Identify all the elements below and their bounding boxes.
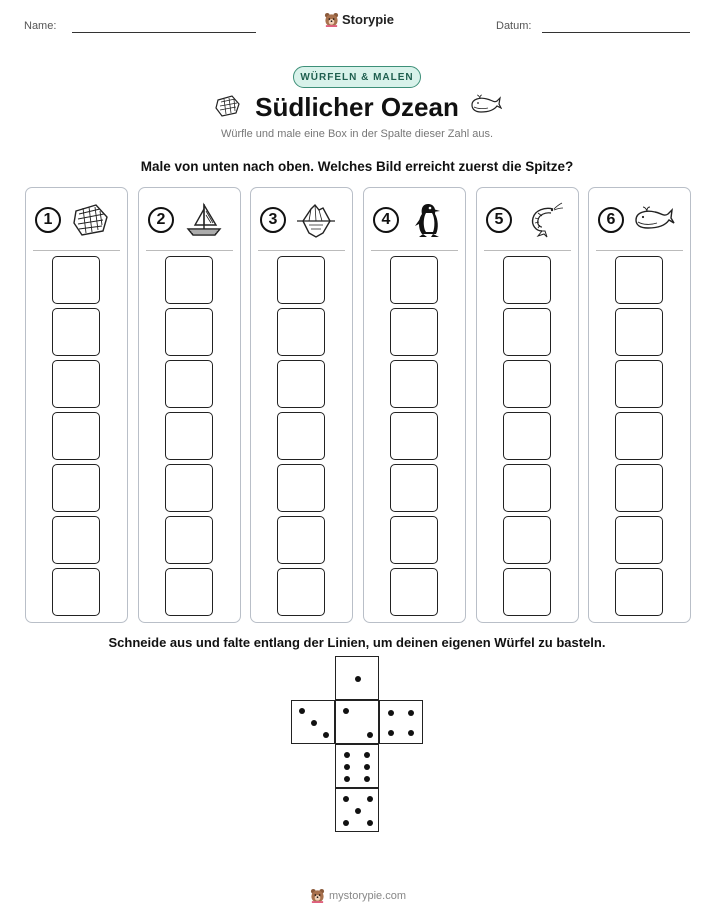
coloring-box[interactable] [390,516,438,564]
name-line[interactable] [72,32,256,33]
dice-pip [408,710,414,716]
coloring-box[interactable] [390,360,438,408]
coloring-box[interactable] [165,256,213,304]
coloring-box[interactable] [390,256,438,304]
coloring-box[interactable] [615,256,663,304]
name-label: Name: [24,20,57,32]
cut-instruction: Schneide aus und falte entlang der Linien, um deinen eigenen Würfel zu basteln. [108,635,606,650]
column-3 [250,187,353,623]
dice-face-4 [379,700,423,744]
dice-face-6 [335,744,379,788]
column-separator [596,250,683,251]
bear-logo-icon [324,12,339,27]
dice-pip [367,820,373,826]
coloring-box[interactable] [277,464,325,512]
dice-pip [364,776,370,782]
column-number: 5 [486,207,512,233]
ice-floe-icon [70,201,112,239]
iceberg-icon [295,201,337,239]
dice-pip [343,820,349,826]
coloring-box[interactable] [52,256,100,304]
column-separator [371,250,458,251]
activity-badge: WÜRFELN & MALEN [293,66,421,88]
coloring-box[interactable] [615,360,663,408]
coloring-box[interactable] [165,464,213,512]
coloring-box[interactable] [165,412,213,460]
coloring-box[interactable] [503,256,551,304]
penguin-icon [408,201,450,239]
dice-pip [311,720,317,726]
dice-face-3 [291,700,335,744]
coloring-box[interactable] [52,516,100,564]
page-title: Südlicher Ozean [255,92,459,122]
coloring-box[interactable] [277,516,325,564]
coloring-box[interactable] [503,464,551,512]
dice-pip [364,752,370,758]
shrimp-icon [521,201,563,239]
dice-pip [344,752,350,758]
dice-pip [323,732,329,738]
whale-icon [470,94,502,116]
coloring-box[interactable] [503,516,551,564]
coloring-box[interactable] [615,568,663,616]
column-6 [588,187,691,623]
date-line[interactable] [542,32,690,33]
dice-face-2 [335,700,379,744]
dice-pip [367,796,373,802]
dice-pip [344,776,350,782]
coloring-box[interactable] [52,360,100,408]
column-number: 3 [260,207,286,233]
bear-logo-icon [310,888,325,903]
coloring-box[interactable] [615,308,663,356]
coloring-box[interactable] [503,360,551,408]
column-5 [476,187,579,623]
dice-pip [367,732,373,738]
column-4 [363,187,466,623]
coloring-box[interactable] [52,464,100,512]
coloring-box[interactable] [277,568,325,616]
subtitle: Würfle und male eine Box in der Spalte dieser Zahl aus. [220,128,494,140]
coloring-box[interactable] [503,568,551,616]
coloring-box[interactable] [390,568,438,616]
dice-pip [355,676,361,682]
dice-pip [343,708,349,714]
footer [310,888,406,903]
column-separator [33,250,120,251]
dice-pip [388,730,394,736]
sailboat-icon [183,201,225,239]
coloring-box[interactable] [277,412,325,460]
column-number: 2 [148,207,174,233]
coloring-box[interactable] [277,256,325,304]
dice-pip [355,808,361,814]
coloring-box[interactable] [503,412,551,460]
column-number: 1 [35,207,61,233]
coloring-box[interactable] [390,308,438,356]
dice-face-1 [335,656,379,700]
coloring-box[interactable] [615,464,663,512]
column-number: 4 [373,207,399,233]
coloring-box[interactable] [390,464,438,512]
dice-pip [344,764,350,770]
column-2 [138,187,241,623]
footer-url[interactable]: mystorypie.com [329,889,407,902]
coloring-box[interactable] [277,360,325,408]
coloring-box[interactable] [52,568,100,616]
coloring-box[interactable] [277,308,325,356]
coloring-box[interactable] [390,412,438,460]
column-separator [258,250,345,251]
column-1 [25,187,128,623]
coloring-box[interactable] [615,516,663,564]
column-separator [146,250,233,251]
coloring-box[interactable] [615,412,663,460]
whale-icon [633,201,675,239]
date-label: Datum: [496,20,532,32]
column-number: 6 [598,207,624,233]
dice-pip [408,730,414,736]
dice-pip [299,708,305,714]
instruction-text: Male von unten nach oben. Welches Bild erreicht zuerst die Spitze? [140,159,574,174]
brand-name: Storypie [342,12,395,27]
coloring-box[interactable] [165,568,213,616]
dice-pip [343,796,349,802]
coloring-box[interactable] [165,308,213,356]
coloring-box[interactable] [503,308,551,356]
dice-pip [388,710,394,716]
column-separator [484,250,571,251]
coloring-box[interactable] [165,360,213,408]
coloring-box[interactable] [165,516,213,564]
brand-logo [324,12,394,27]
coloring-box[interactable] [52,308,100,356]
dice-face-5 [335,788,379,832]
dice-pip [364,764,370,770]
coloring-box[interactable] [52,412,100,460]
